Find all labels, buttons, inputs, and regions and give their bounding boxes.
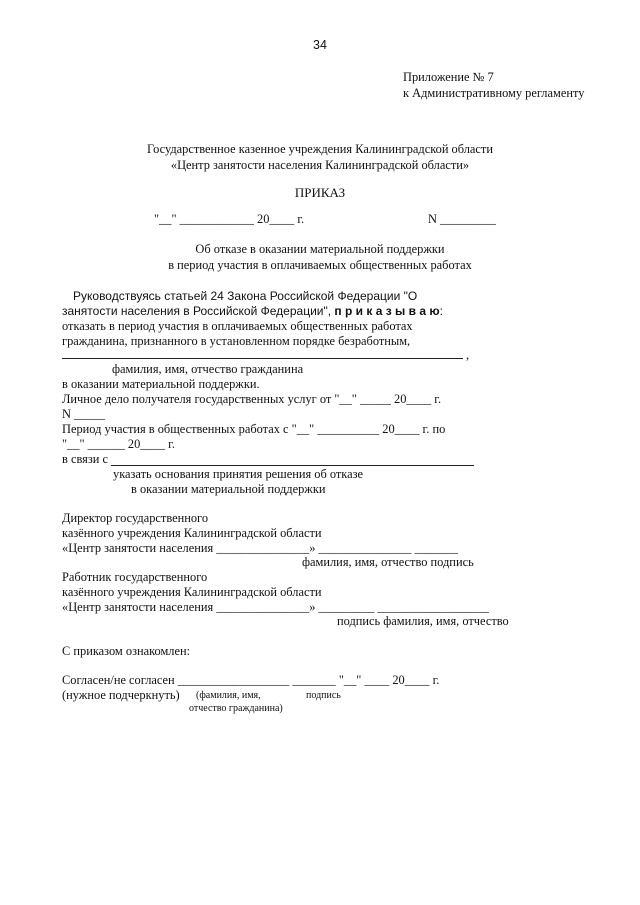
subject-line-1: Об отказе в оказании материальной поддержки — [195, 242, 445, 256]
order-basis-line-2 — [62, 305, 443, 317]
consent-caption-name: (фамилия, имя, — [196, 690, 261, 701]
period-line-2: "__" ______ 20____ г. — [62, 437, 175, 451]
director-title-line-2: казённого учреждения Калининградской области — [62, 526, 322, 540]
reason-label: в связи с — [62, 452, 108, 466]
order-basis-line-1: Руководствуясь статьей 24 Закона Российской Федерации "О — [73, 289, 418, 303]
consent-caption-citizen: отчество гражданина) — [189, 703, 283, 714]
institution-center: «Центр занятости населения Калининградской области» — [170, 158, 470, 172]
worker-caption: подпись фамилия, имя, отчество — [337, 614, 509, 628]
consent-line: Согласен/не согласен __________________ _______ "__" ____ 20____ г. — [62, 673, 440, 687]
worker-title-line-2: казённого учреждения Калининградской области — [62, 585, 322, 599]
appendix-title: Приложение № 7 — [403, 70, 494, 84]
director-title-line-1: Директор государственного — [62, 511, 209, 525]
consent-hint: (нужное подчеркнуть) — [62, 688, 180, 702]
appendix-reference: к Административному регламенту — [403, 86, 585, 100]
director-caption: фамилия, имя, отчество подпись — [302, 555, 474, 569]
case-number-line: N _____ — [62, 407, 106, 421]
case-file-line: Личное дело получателя государственных услуг от "__" _____ 20____ г. — [62, 392, 442, 406]
director-signature-line: «Центр занятости населения _______________» _______________ _______ — [62, 541, 458, 555]
institution-name: Государственное казенное учреждения Калининградской области — [147, 142, 493, 156]
citizen-name-comma: , — [466, 348, 470, 362]
document-title: ПРИКАЗ — [294, 185, 346, 200]
citizen-name-blank — [62, 358, 463, 359]
refusal-line: в оказании материальной поддержки. — [62, 377, 260, 391]
consent-caption-signature: подпись — [306, 690, 341, 701]
worker-title-line-1: Работник государственного — [62, 570, 208, 584]
number-line: N _________ — [428, 212, 496, 226]
worker-signature-line: «Центр занятости населения _______________» _________ __________________ — [62, 600, 489, 614]
reason-caption-2: в оказании материальной поддержки — [131, 482, 326, 496]
order-refuse-line: отказать в период участия в оплачиваемых общественных работах — [62, 319, 413, 333]
page-number: 34 — [313, 38, 327, 52]
date-line: "__" ____________ 20____ г. — [154, 212, 305, 226]
reason-caption-1: указать основания принятия решения об отказе — [113, 467, 364, 481]
order-colon: : — [439, 304, 443, 318]
order-verb: п р и к а з ы в а ю — [334, 304, 440, 318]
order-citizen-line: гражданина, признанного в установленном порядке безработным, — [62, 334, 411, 348]
subject-line-2: в период участия в оплачиваемых общественных работах — [168, 258, 472, 272]
order-basis-text: занятости населения в Российской Федерации", — [62, 304, 332, 318]
citizen-name-caption: фамилия, имя, отчество гражданина — [112, 362, 304, 376]
acknowledged-label: С приказом ознакомлен: — [62, 644, 191, 658]
reason-blank — [111, 465, 474, 466]
period-line-1: Период участия в общественных работах с "__" __________ 20____ г. по — [62, 422, 446, 436]
